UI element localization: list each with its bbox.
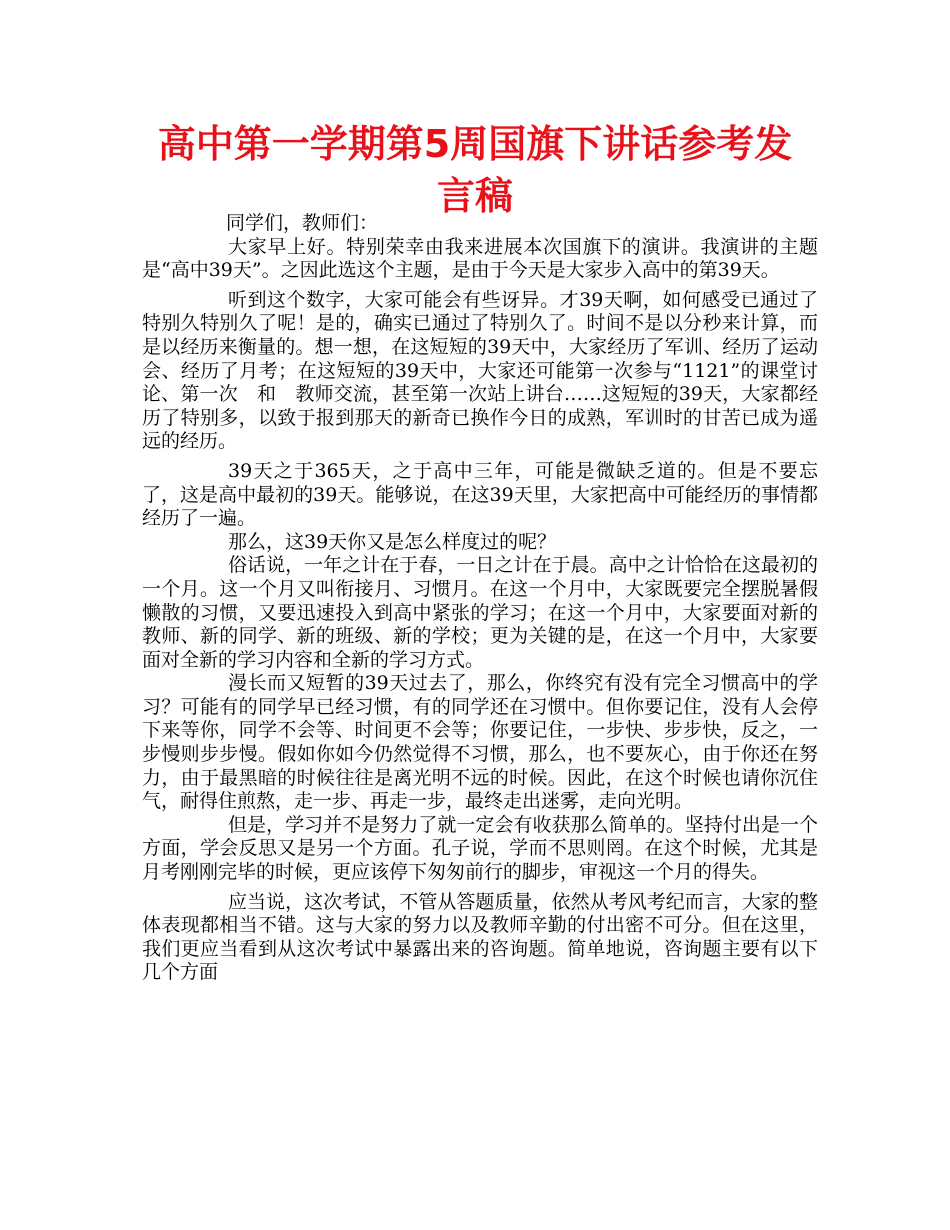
body-paragraph: 那么，这39天你又是怎么样度过的呢？: [228, 530, 557, 553]
body-paragraph: 应当说，这次考试，不管从答题质量，依然从考风考纪而言，大家的整体表现都相当不错。这与大家的努力以及教师辛勤的付出密不可分。但在这里，我们更应当看到从这次考试中暴露出来的咨询题。简单地说，咨询题主要有以下几个方面: [142, 890, 818, 984]
salutation-paragraph: 同学们，教师们：: [226, 212, 379, 234]
body-paragraph: 听到这个数字，大家可能会有些讶异。才39天啊，如何感受已通过了特别久特别久了呢！是的，确实已通过了特别久了。时间不是以分秒来计算，而是以经历来衡量的。想一想，在这短短的39天中，大家经历了军训、经历了运动会、经历了月考；在这短短的39天中，大家还可能第一次参与“1121”的课堂讨论、第一次 和 教师交流，甚至第一次站上讲台……这短短的39天，大家都经历了特别多，以致于报到那天的新奇已换作今日的成熟，军训时的甘苦已成为遥远的经历。: [142, 288, 818, 453]
body-paragraph: 大家早上好。特别荣幸由我来进展本次国旗下的演讲。我演讲的主题是“高中39天”。之因此选这个主题，是由于今天是大家步入高中的第39天。: [142, 235, 818, 282]
body-paragraph: 39天之于365天，之于高中三年，可能是微缺乏道的。但是不要忘了，这是高中最初的39天。能够说，在这39天里，大家把高中可能经历的事情都经历了一遍。: [142, 459, 818, 530]
body-paragraph: 但是，学习并不是努力了就一定会有收获那么简单的。坚持付出是一个方面，学会反思又是另一个方面。孔子说，学而不思则罔。在这个时候，尤其是月考刚刚完毕的时候，更应该停下匆匆前行的脚步，审视这一个月的得失。: [142, 813, 818, 884]
body-paragraph: 漫长而又短暂的39天过去了，那么，你终究有没有完全习惯高中的学习？可能有的同学早已经习惯，有的同学还在习惯中。但你要记住，没有人会停下来等你，同学不会等、时间更不会等；你要记住，一步快、步步快，反之，一步慢则步步慢。假如你如今仍然觉得不习惯，那么，也不要灰心，由于你还在努力，由于最黑暗的时候往往是离光明不远的时候。因此，在这个时候也请你沉住气，耐得住煎熬，走一步、再走一步，最终走出迷雾，走向光明。: [142, 672, 818, 813]
document-title: 高中第一学期第5周国旗下讲话参考发言稿: [157, 122, 793, 218]
body-paragraph: 俗话说，一年之计在于春，一日之计在于晨。高中之计恰恰在这最初的一个月。这一个月又叫衔接月、习惯月。在这一个月中，大家既要完全摆脱暑假懒散的习惯，又要迅速投入到高中紧张的学习；在这一个月中，大家要面对新的教师、新的同学、新的班级、新的学校；更为关键的是，在这一个月中，大家要面对全新的学习内容和全新的学习方式。: [142, 554, 818, 671]
document-body: [142, 212, 818, 985]
